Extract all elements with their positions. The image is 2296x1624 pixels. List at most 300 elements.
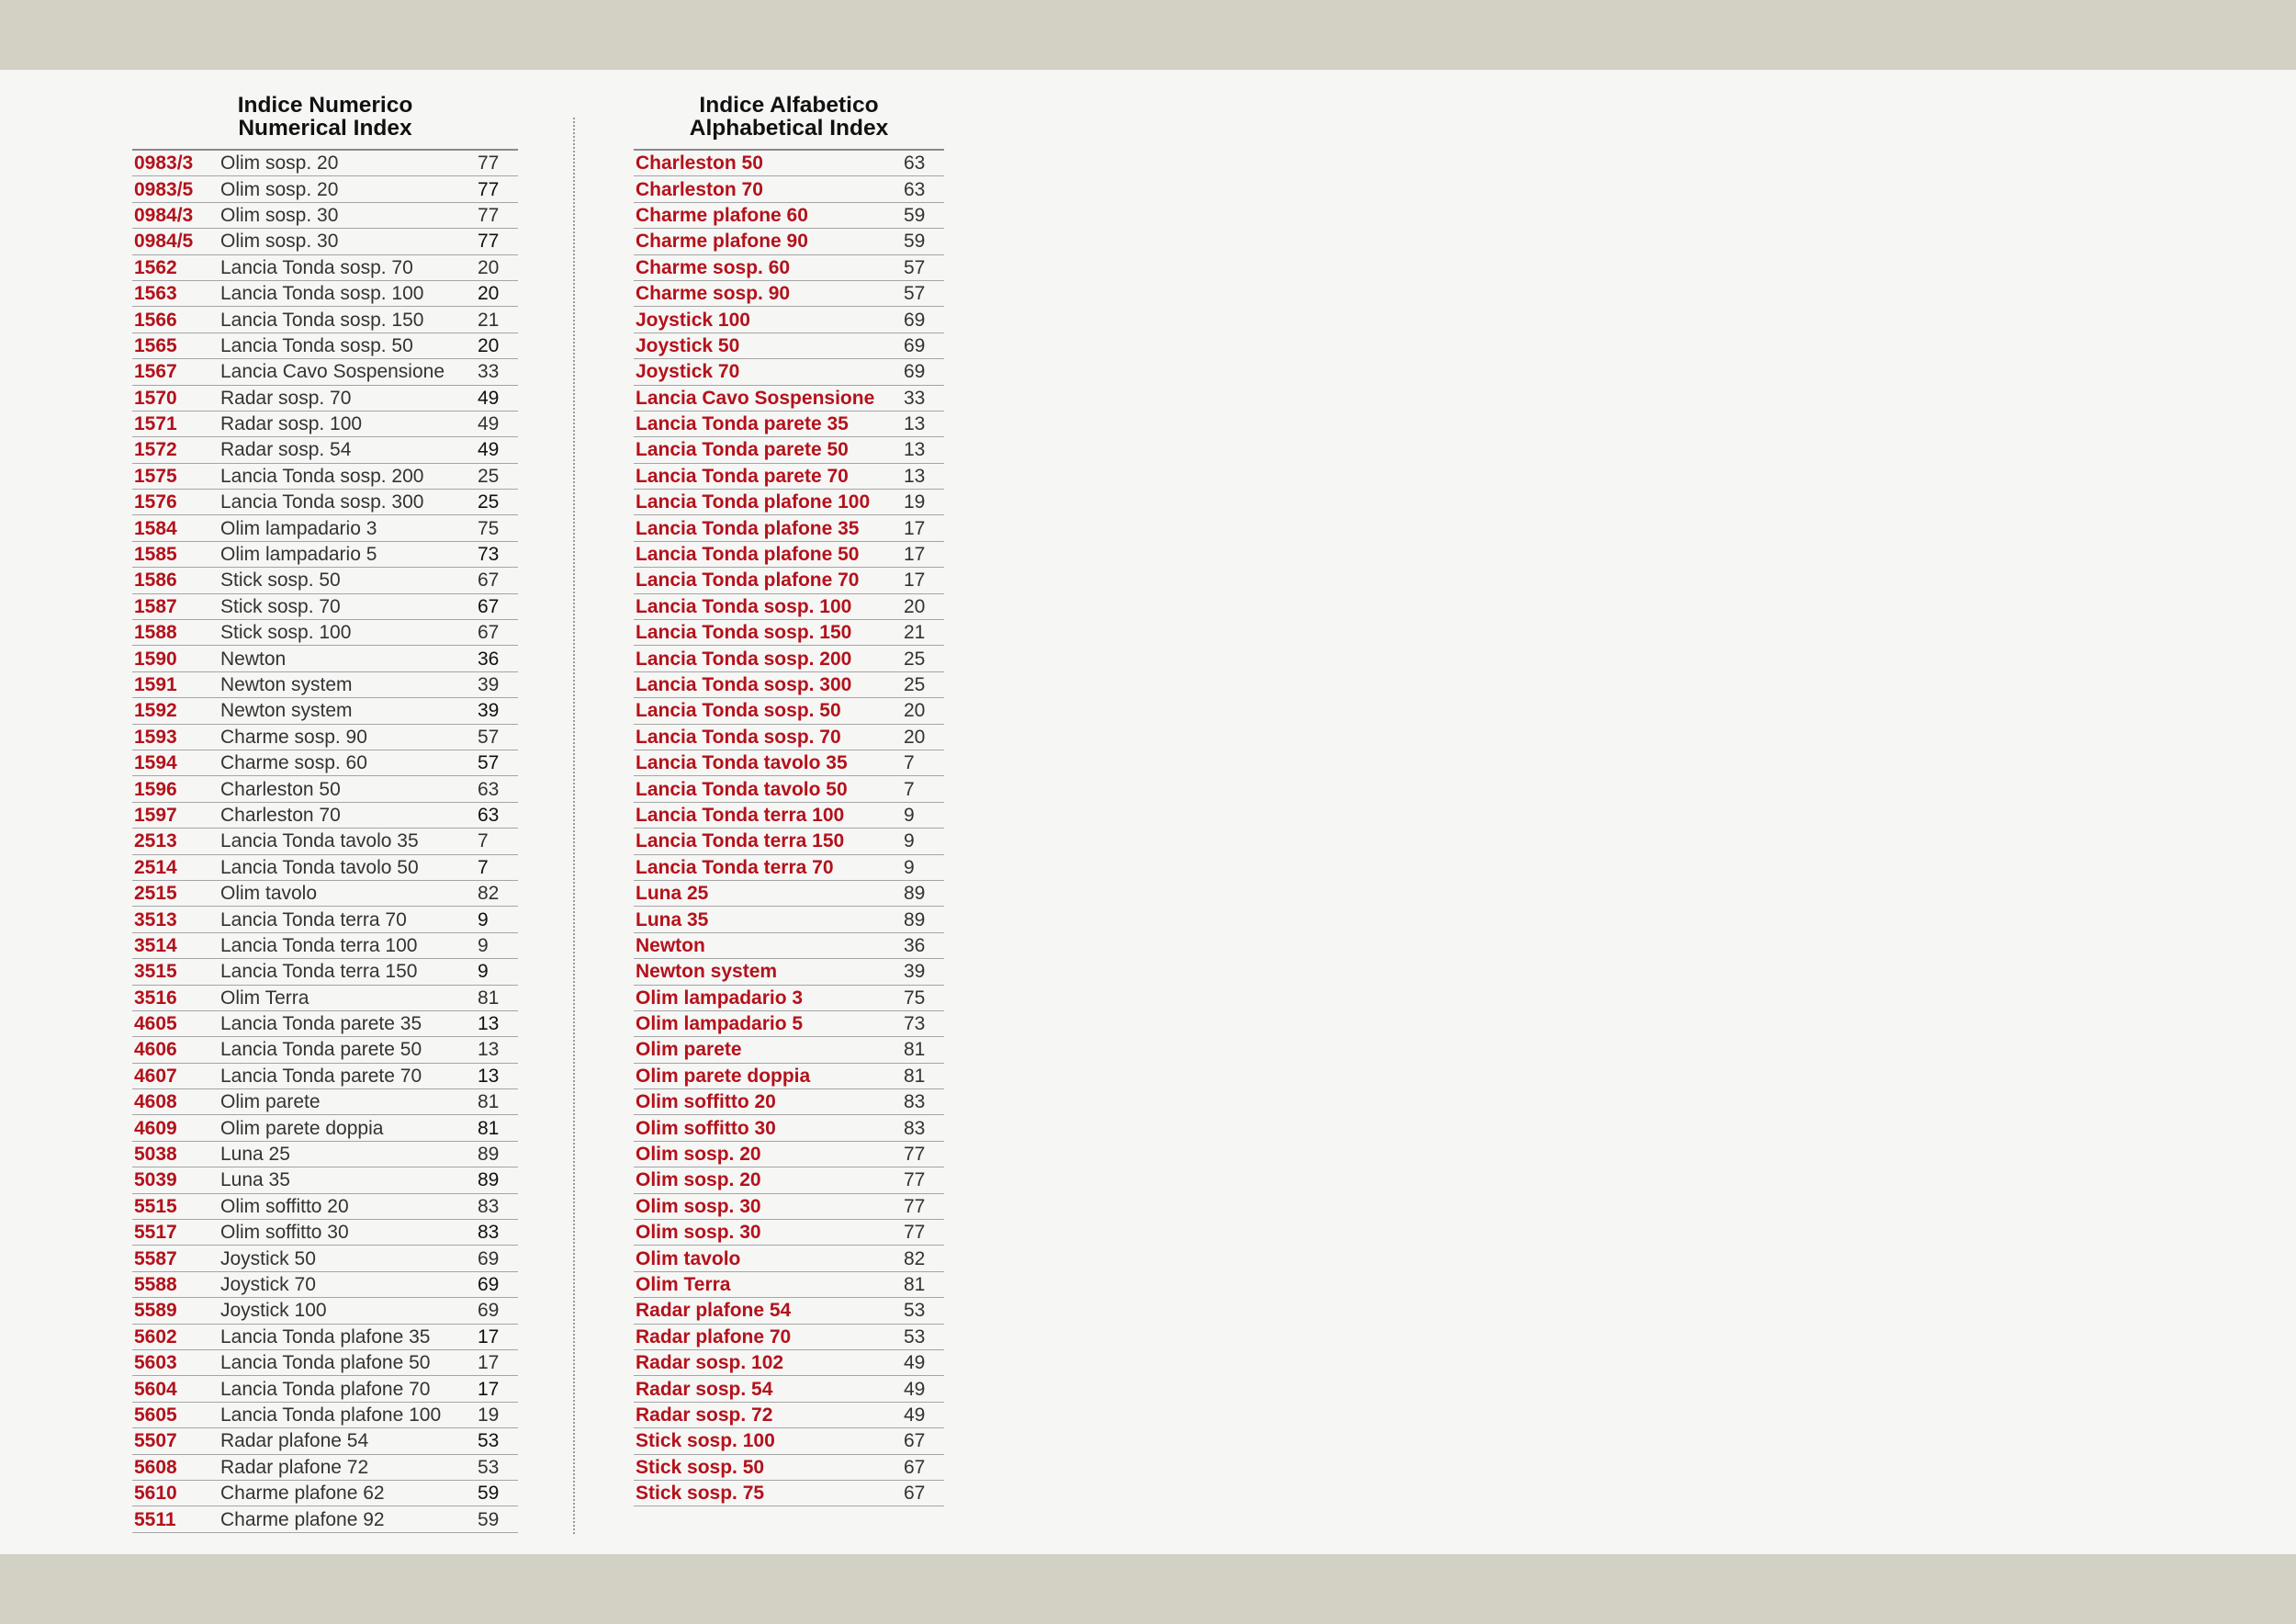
item-name: Charleston 70 [634, 176, 902, 202]
table-row [634, 229, 944, 254]
table-row [634, 1220, 944, 1246]
item-name: Radar sosp. 54 [219, 437, 476, 463]
table-row [132, 1115, 518, 1141]
item-code: 5602 [132, 1324, 219, 1349]
item-page: 19 [476, 1402, 518, 1427]
item-name: Newton system [219, 671, 476, 697]
item-name: Lancia Tonda sosp. 200 [219, 463, 476, 489]
item-page: 9 [476, 907, 518, 932]
item-name: Joystick 70 [219, 1271, 476, 1297]
item-name: Lancia Tonda sosp. 100 [634, 593, 902, 619]
item-page: 9 [476, 959, 518, 985]
table-row [132, 1220, 518, 1246]
table-row [634, 880, 944, 906]
item-page: 20 [476, 333, 518, 358]
item-code: 5608 [132, 1454, 219, 1480]
item-name: Radar plafone 72 [219, 1454, 476, 1480]
table-row [634, 985, 944, 1010]
item-name: Lancia Tonda parete 70 [219, 1063, 476, 1088]
table-row [634, 411, 944, 436]
item-page: 49 [476, 411, 518, 436]
table-row [132, 202, 518, 228]
item-page: 49 [476, 437, 518, 463]
item-page: 81 [902, 1271, 944, 1297]
item-code: 0983/3 [132, 150, 219, 176]
table-row [132, 1141, 518, 1167]
item-code: 1586 [132, 568, 219, 593]
item-name: Lancia Tonda sosp. 300 [219, 490, 476, 515]
item-name: Lancia Tonda tavolo 50 [634, 776, 902, 802]
item-name: Joystick 100 [634, 307, 902, 333]
table-row [634, 698, 944, 724]
item-name: Olim tavolo [634, 1246, 902, 1271]
table-row [634, 515, 944, 541]
item-name: Luna 35 [634, 907, 902, 932]
table-row [132, 437, 518, 463]
item-page: 59 [476, 1506, 518, 1532]
item-code: 1596 [132, 776, 219, 802]
item-code: 5605 [132, 1402, 219, 1427]
item-code: 1584 [132, 515, 219, 541]
item-name: Lancia Tonda plafone 70 [634, 568, 902, 593]
item-page: 7 [902, 750, 944, 775]
item-name: Charme sosp. 60 [219, 750, 476, 775]
item-name: Luna 35 [219, 1167, 476, 1193]
table-row [132, 750, 518, 775]
item-page: 69 [476, 1298, 518, 1324]
item-name: Radar sosp. 100 [219, 411, 476, 436]
item-name: Olim lampadario 5 [634, 1010, 902, 1036]
item-code: 1565 [132, 333, 219, 358]
table-row [634, 254, 944, 280]
table-row [132, 307, 518, 333]
item-code: 1590 [132, 646, 219, 671]
item-name: Charme plafone 62 [219, 1480, 476, 1506]
item-page: 39 [476, 671, 518, 697]
table-row [634, 646, 944, 671]
table-row [132, 411, 518, 436]
item-code: 5038 [132, 1141, 219, 1167]
item-page: 81 [476, 985, 518, 1010]
item-code: 5588 [132, 1271, 219, 1297]
item-code: 1562 [132, 254, 219, 280]
item-code: 0984/3 [132, 202, 219, 228]
item-name: Olim soffitto 30 [634, 1115, 902, 1141]
item-page: 13 [902, 437, 944, 463]
table-row [634, 568, 944, 593]
table-row [634, 1193, 944, 1219]
table-row [132, 671, 518, 697]
table-row [132, 1298, 518, 1324]
item-name: Olim parete [634, 1037, 902, 1063]
item-page: 13 [476, 1063, 518, 1088]
item-page: 81 [476, 1089, 518, 1115]
table-row [132, 1167, 518, 1193]
item-page: 49 [902, 1349, 944, 1375]
item-name: Stick sosp. 50 [634, 1454, 902, 1480]
table-row [132, 959, 518, 985]
table-row [132, 359, 518, 385]
item-name: Radar sosp. 72 [634, 1402, 902, 1427]
item-name: Lancia Tonda parete 35 [634, 411, 902, 436]
alphabetical-index-heading [634, 94, 944, 140]
table-row [634, 932, 944, 958]
item-code: 4609 [132, 1115, 219, 1141]
table-row [132, 463, 518, 489]
item-page: 20 [476, 280, 518, 306]
table-row [634, 359, 944, 385]
item-name: Lancia Tonda sosp. 70 [634, 724, 902, 750]
item-name: Charleston 50 [219, 776, 476, 802]
item-page: 69 [902, 333, 944, 358]
item-name: Newton [634, 932, 902, 958]
item-page: 89 [476, 1167, 518, 1193]
item-name: Olim lampadario 3 [634, 985, 902, 1010]
item-page: 89 [902, 907, 944, 932]
table-row [132, 254, 518, 280]
item-page: 39 [902, 959, 944, 985]
item-name: Lancia Tonda plafone 50 [634, 541, 902, 567]
item-page: 49 [902, 1402, 944, 1427]
item-name: Olim sosp. 30 [634, 1193, 902, 1219]
item-name: Charme plafone 92 [219, 1506, 476, 1532]
table-row [132, 541, 518, 567]
item-page: 57 [476, 724, 518, 750]
table-row [132, 229, 518, 254]
table-row [132, 333, 518, 358]
table-row [634, 1324, 944, 1349]
item-name: Olim tavolo [219, 880, 476, 906]
item-name: Lancia Cavo Sospensione [219, 359, 476, 385]
table-row [634, 150, 944, 176]
table-row [132, 1010, 518, 1036]
numerical-index-table [132, 149, 518, 1533]
item-code: 2515 [132, 880, 219, 906]
item-name: Charme plafone 60 [634, 202, 902, 228]
item-page: 20 [902, 698, 944, 724]
table-row [634, 1063, 944, 1088]
table-row [634, 1298, 944, 1324]
item-page: 49 [902, 1376, 944, 1402]
item-name: Lancia Tonda parete 50 [634, 437, 902, 463]
table-row [132, 385, 518, 411]
table-row [634, 1010, 944, 1036]
item-page: 17 [476, 1349, 518, 1375]
item-page: 17 [902, 541, 944, 567]
item-code: 5517 [132, 1220, 219, 1246]
item-page: 63 [476, 802, 518, 828]
item-code: 4606 [132, 1037, 219, 1063]
item-name: Lancia Cavo Sospensione [634, 385, 902, 411]
item-page: 33 [902, 385, 944, 411]
item-page: 77 [902, 1193, 944, 1219]
item-name: Lancia Tonda terra 100 [219, 932, 476, 958]
item-page: 89 [476, 1141, 518, 1167]
item-page: 17 [476, 1376, 518, 1402]
top-band [0, 0, 2296, 70]
item-name: Lancia Tonda plafone 100 [634, 490, 902, 515]
table-row [132, 646, 518, 671]
item-page: 57 [476, 750, 518, 775]
item-page: 21 [476, 307, 518, 333]
item-code: 3515 [132, 959, 219, 985]
item-page: 82 [902, 1246, 944, 1271]
table-row [634, 1428, 944, 1454]
item-page: 20 [902, 593, 944, 619]
item-name: Radar plafone 70 [634, 1324, 902, 1349]
item-name: Olim sosp. 30 [634, 1220, 902, 1246]
item-code: 2513 [132, 829, 219, 854]
item-page: 63 [902, 176, 944, 202]
table-row [132, 1271, 518, 1297]
table-row [132, 724, 518, 750]
item-page: 59 [902, 229, 944, 254]
table-row [634, 1402, 944, 1427]
item-page: 81 [902, 1063, 944, 1088]
item-page: 19 [902, 490, 944, 515]
item-page: 83 [476, 1220, 518, 1246]
table-row [132, 1428, 518, 1454]
item-name: Lancia Tonda parete 70 [634, 463, 902, 489]
item-name: Olim Terra [219, 985, 476, 1010]
item-code: 2514 [132, 854, 219, 880]
item-name: Lancia Tonda terra 70 [634, 854, 902, 880]
item-name: Lancia Tonda tavolo 35 [634, 750, 902, 775]
item-page: 20 [476, 254, 518, 280]
table-row [634, 1271, 944, 1297]
item-name: Luna 25 [219, 1141, 476, 1167]
item-name: Olim parete doppia [219, 1115, 476, 1141]
table-row [634, 802, 944, 828]
table-row [132, 1193, 518, 1219]
item-code: 5604 [132, 1376, 219, 1402]
item-code: 1563 [132, 280, 219, 306]
item-code: 1594 [132, 750, 219, 775]
item-name: Charme sosp. 90 [219, 724, 476, 750]
item-code: 5589 [132, 1298, 219, 1324]
item-name: Charme sosp. 90 [634, 280, 902, 306]
table-row [634, 541, 944, 567]
numerical-index-title-it: Indice Numerico [237, 93, 413, 118]
item-name: Radar plafone 54 [219, 1428, 476, 1454]
table-row [634, 1037, 944, 1063]
table-row [132, 985, 518, 1010]
item-code: 1575 [132, 463, 219, 489]
item-name: Charleston 70 [219, 802, 476, 828]
alphabetical-index-table [634, 149, 944, 1506]
item-page: 67 [476, 568, 518, 593]
item-name: Lancia Tonda sosp. 50 [634, 698, 902, 724]
item-name: Newton [219, 646, 476, 671]
table-row [132, 490, 518, 515]
table-row [634, 776, 944, 802]
item-code: 1572 [132, 437, 219, 463]
item-code: 1588 [132, 620, 219, 646]
item-page: 75 [476, 515, 518, 541]
table-row [634, 1141, 944, 1167]
item-code: 1592 [132, 698, 219, 724]
table-row [132, 1376, 518, 1402]
table-row [634, 333, 944, 358]
item-page: 69 [476, 1246, 518, 1271]
table-row [634, 1376, 944, 1402]
column-divider [573, 118, 575, 1534]
item-code: 1585 [132, 541, 219, 567]
item-page: 63 [476, 776, 518, 802]
item-name: Stick sosp. 100 [219, 620, 476, 646]
table-row [634, 1349, 944, 1375]
table-row [132, 1349, 518, 1375]
item-name: Joystick 100 [219, 1298, 476, 1324]
item-name: Radar sosp. 54 [634, 1376, 902, 1402]
table-row [132, 1063, 518, 1088]
item-name: Lancia Tonda sosp. 300 [634, 671, 902, 697]
item-code: 4608 [132, 1089, 219, 1115]
table-row [634, 593, 944, 619]
table-row [132, 150, 518, 176]
item-page: 7 [902, 776, 944, 802]
item-page: 20 [902, 724, 944, 750]
item-name: Lancia Tonda tavolo 50 [219, 854, 476, 880]
item-code: 5039 [132, 1167, 219, 1193]
item-page: 77 [902, 1220, 944, 1246]
item-name: Charleston 50 [634, 150, 902, 176]
table-row [132, 1506, 518, 1532]
item-page: 25 [902, 671, 944, 697]
item-page: 69 [476, 1271, 518, 1297]
item-name: Lancia Tonda plafone 70 [219, 1376, 476, 1402]
item-code: 5515 [132, 1193, 219, 1219]
item-code: 5511 [132, 1506, 219, 1532]
bottom-band [0, 1554, 2296, 1624]
item-code: 1593 [132, 724, 219, 750]
item-page: 9 [902, 829, 944, 854]
item-code: 1597 [132, 802, 219, 828]
item-page: 67 [476, 620, 518, 646]
item-name: Stick sosp. 100 [634, 1428, 902, 1454]
item-name: Lancia Tonda sosp. 100 [219, 280, 476, 306]
item-page: 67 [902, 1480, 944, 1506]
item-name: Olim soffitto 20 [219, 1193, 476, 1219]
table-row [132, 1454, 518, 1480]
table-row [132, 1037, 518, 1063]
item-page: 83 [476, 1193, 518, 1219]
item-name: Olim lampadario 5 [219, 541, 476, 567]
item-page: 49 [476, 385, 518, 411]
table-row [634, 1246, 944, 1271]
item-page: 67 [476, 593, 518, 619]
item-code: 1566 [132, 307, 219, 333]
item-page: 7 [476, 854, 518, 880]
table-row [634, 1167, 944, 1193]
item-name: Olim soffitto 30 [219, 1220, 476, 1246]
table-row [634, 1115, 944, 1141]
item-code: 4607 [132, 1063, 219, 1088]
table-row [132, 802, 518, 828]
item-code: 1567 [132, 359, 219, 385]
table-row [634, 176, 944, 202]
item-page: 63 [902, 150, 944, 176]
table-row [634, 463, 944, 489]
item-code: 3514 [132, 932, 219, 958]
item-page: 53 [476, 1428, 518, 1454]
item-code: 5603 [132, 1349, 219, 1375]
item-code: 1571 [132, 411, 219, 436]
item-name: Lancia Tonda sosp. 50 [219, 333, 476, 358]
item-code: 5610 [132, 1480, 219, 1506]
item-name: Radar sosp. 102 [634, 1349, 902, 1375]
item-page: 59 [476, 1480, 518, 1506]
item-page: 25 [476, 463, 518, 489]
item-name: Lancia Tonda parete 35 [219, 1010, 476, 1036]
item-name: Lancia Tonda sosp. 150 [219, 307, 476, 333]
item-name: Joystick 50 [634, 333, 902, 358]
item-page: 36 [476, 646, 518, 671]
item-page: 17 [902, 515, 944, 541]
table-row [634, 280, 944, 306]
item-page: 73 [902, 1010, 944, 1036]
item-page: 17 [902, 568, 944, 593]
item-page: 39 [476, 698, 518, 724]
item-page: 89 [902, 880, 944, 906]
table-row [634, 202, 944, 228]
table-row [132, 698, 518, 724]
table-row [634, 959, 944, 985]
item-name: Lancia Tonda sosp. 200 [634, 646, 902, 671]
item-page: 36 [902, 932, 944, 958]
item-page: 83 [902, 1115, 944, 1141]
item-page: 83 [902, 1089, 944, 1115]
item-code: 1587 [132, 593, 219, 619]
item-page: 81 [476, 1115, 518, 1141]
item-page: 7 [476, 829, 518, 854]
table-row [132, 1402, 518, 1427]
item-name: Charme plafone 90 [634, 229, 902, 254]
item-name: Olim sosp. 20 [634, 1167, 902, 1193]
item-page: 9 [902, 854, 944, 880]
table-row [634, 490, 944, 515]
item-page: 67 [902, 1428, 944, 1454]
item-name: Lancia Tonda plafone 100 [219, 1402, 476, 1427]
item-page: 82 [476, 880, 518, 906]
item-page: 81 [902, 1037, 944, 1063]
item-page: 77 [476, 150, 518, 176]
item-name: Newton system [634, 959, 902, 985]
item-name: Luna 25 [634, 880, 902, 906]
item-page: 57 [902, 280, 944, 306]
item-code: 4605 [132, 1010, 219, 1036]
item-name: Lancia Tonda terra 100 [634, 802, 902, 828]
item-name: Stick sosp. 75 [634, 1480, 902, 1506]
item-code: 3513 [132, 907, 219, 932]
table-row [132, 776, 518, 802]
item-name: Olim sosp. 20 [634, 1141, 902, 1167]
item-page: 59 [902, 202, 944, 228]
item-name: Newton system [219, 698, 476, 724]
table-row [132, 880, 518, 906]
item-page: 77 [902, 1141, 944, 1167]
item-name: Joystick 70 [634, 359, 902, 385]
item-page: 53 [476, 1454, 518, 1480]
item-name: Olim parete doppia [634, 1063, 902, 1088]
table-row [132, 1246, 518, 1271]
item-name: Olim sosp. 30 [219, 202, 476, 228]
item-code: 5507 [132, 1428, 219, 1454]
item-page: 13 [902, 411, 944, 436]
item-code: 0984/5 [132, 229, 219, 254]
item-page: 25 [902, 646, 944, 671]
item-page: 67 [902, 1454, 944, 1480]
